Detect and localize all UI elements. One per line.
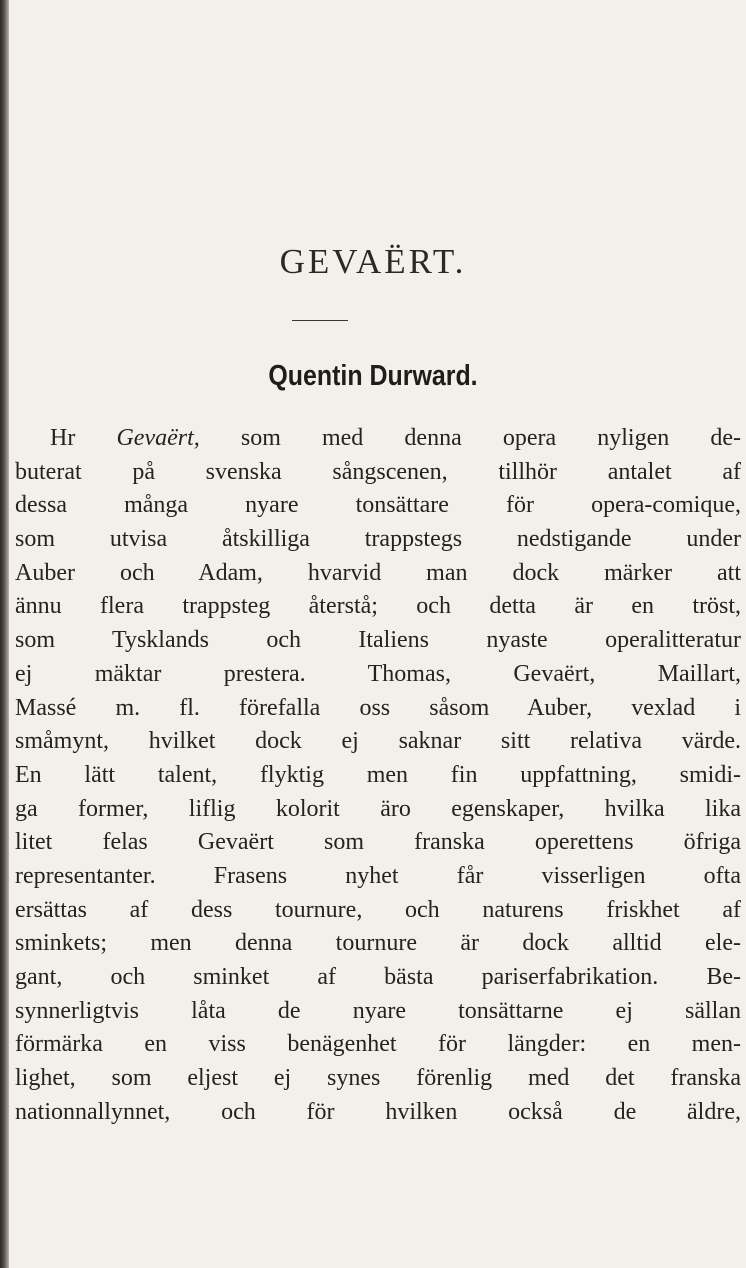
text-line: gant, och sminket af bästa pariserfabrikation. Be- <box>15 964 741 990</box>
text-line: lighet, som eljest ej synes förenlig med det franska <box>15 1065 741 1092</box>
text-line: buterat på svenska sångscenen, tillhör antalet af <box>15 458 741 485</box>
section-title: Quentin Durward. <box>268 360 478 392</box>
title-divider <box>292 320 348 321</box>
text-line: dessa många nyare tonsättare för opera-comique, <box>15 492 741 519</box>
text-fragment: som med denna opera nyligen de- <box>199 425 742 451</box>
text-line: litet felas Gevaërt som franska operettens öfriga <box>15 829 741 856</box>
text-line: ännu flera trappsteg återstå; och detta är en tröst, <box>15 593 741 620</box>
text-line: synnerligtvis låta de nyare tonsättarne ej sällan <box>15 997 741 1024</box>
text-line: ej mäktar prestera. Thomas, Gevaërt, Maillart, <box>15 660 741 687</box>
text-fragment: Hr <box>50 425 117 451</box>
text-line: sminkets; men denna tournure är dock alltid ele- <box>15 930 741 957</box>
text-line: Auber och Adam, hvarvid man dock märker att <box>15 559 741 586</box>
text-line: som utvisa åtskilliga trappstegs nedstigande under <box>15 526 741 553</box>
body-paragraph <box>15 422 741 1129</box>
page-spine-shadow <box>0 0 9 1268</box>
text-line: ersättas af dess tournure, och naturens friskhet af <box>15 896 741 923</box>
text-line: ga former, liflig kolorit äro egenskaper, hvilka lika <box>15 795 741 822</box>
text-line: representanter. Frasens nyhet får visserligen ofta <box>15 862 741 889</box>
text-line <box>15 422 741 456</box>
text-line: En lätt talent, flyktig men fin uppfattning, smidi- <box>15 761 741 788</box>
text-line: småmynt, hvilket dock ej saknar sitt relativa värde. <box>15 728 741 755</box>
page-title: GEVAËRT. <box>279 242 467 281</box>
composer-name: Gevaërt, <box>116 425 200 451</box>
text-line: förmärka en viss benägenhet för längder: en men- <box>15 1031 741 1058</box>
text-line: som Tysklands och Italiens nyaste operalitteratur <box>15 627 741 654</box>
text-line: nationnallynnet, och för hvilken också de äldre, <box>15 1098 741 1125</box>
text-line: Massé m. fl. förefalla oss såsom Auber, vexlad i <box>15 694 741 721</box>
